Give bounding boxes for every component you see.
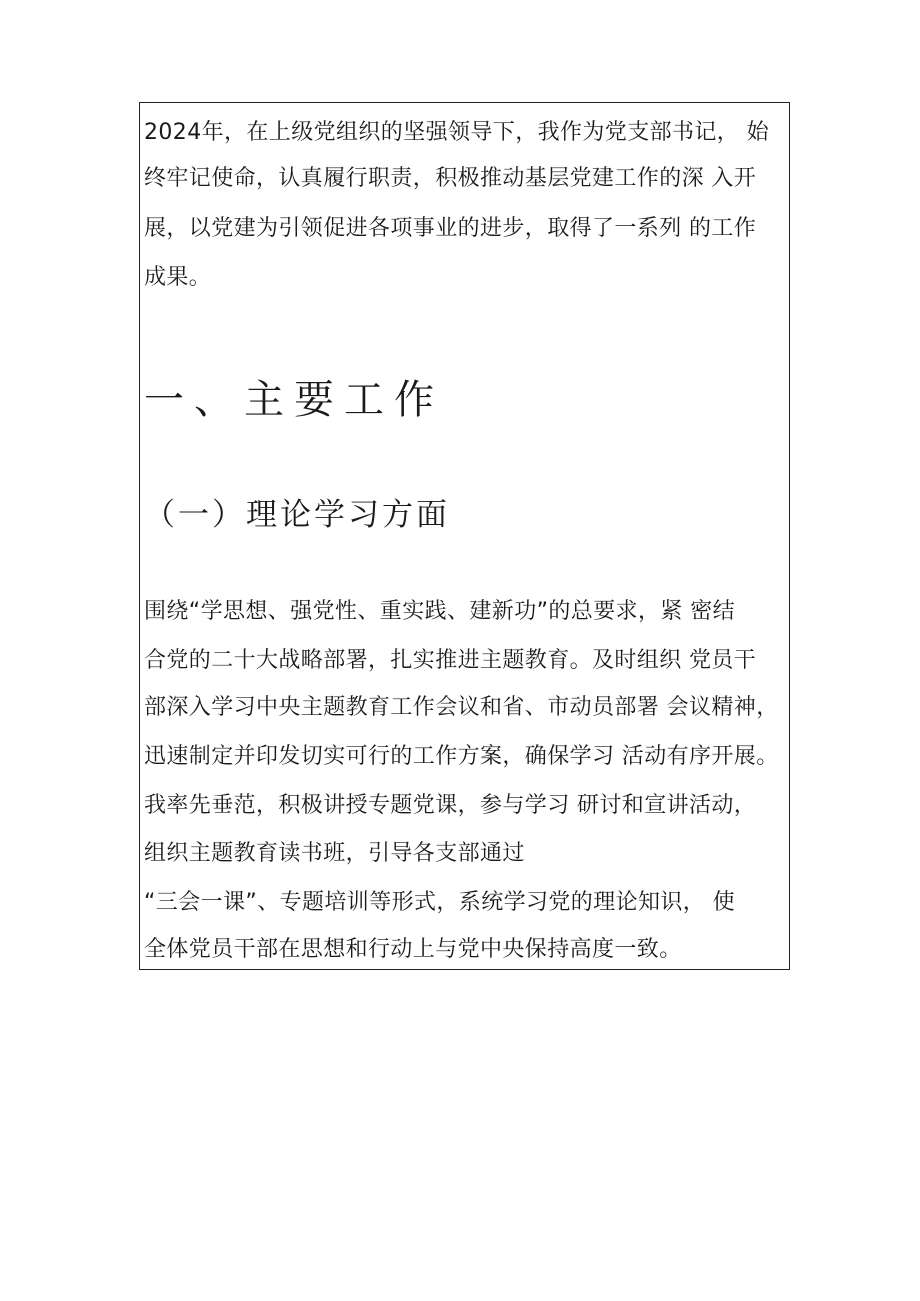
paragraph-line-1: 围绕“学思想、强党性、重实践、建新功”的总要求，紧 密结 bbox=[144, 599, 735, 624]
intro-line-4: 成果。 bbox=[144, 265, 212, 290]
section-title: 一、主要工作 bbox=[144, 377, 444, 423]
paragraph-line-5: 我率先垂范，积极讲授专题党课，参与学习 研讨和宣讲活动， bbox=[144, 793, 757, 818]
intro-line-3: 展，以党建为引领促进各项事业的进步，取得了一系列 的工作 bbox=[144, 216, 757, 241]
paragraph-line-8: 全体党员干部在思想和行动上与党中央保持高度一致。 bbox=[144, 937, 682, 962]
paragraph-line-6: 组织主题教育读书班，引导各支部通过 bbox=[144, 841, 525, 866]
paragraph-line-7: “三会一课”、专题培训等形式，系统学习党的理论知识， 使 bbox=[144, 890, 735, 915]
paragraph-line-4: 迅速制定并印发切实可行的工作方案，确保学习 活动有序开展。 bbox=[144, 744, 779, 769]
intro-line-2: 终牢记使命，认真履行职责，积极推动基层党建工作的深 入开 bbox=[144, 166, 757, 191]
paragraph-line-3: 部深入学习中央主题教育工作会议和省、市动员部署 会议精神， bbox=[144, 695, 779, 720]
subsection-title: （一）理论学习方面 bbox=[144, 497, 450, 533]
paragraph-line-2: 合党的二十大战略部署，扎实推进主题教育。及时组织 党员干 bbox=[144, 648, 757, 673]
intro-line-1: 2024年，在上级党组织的坚强领导下，我作为党支部书记， 始 bbox=[144, 120, 769, 145]
document-frame bbox=[139, 102, 790, 970]
